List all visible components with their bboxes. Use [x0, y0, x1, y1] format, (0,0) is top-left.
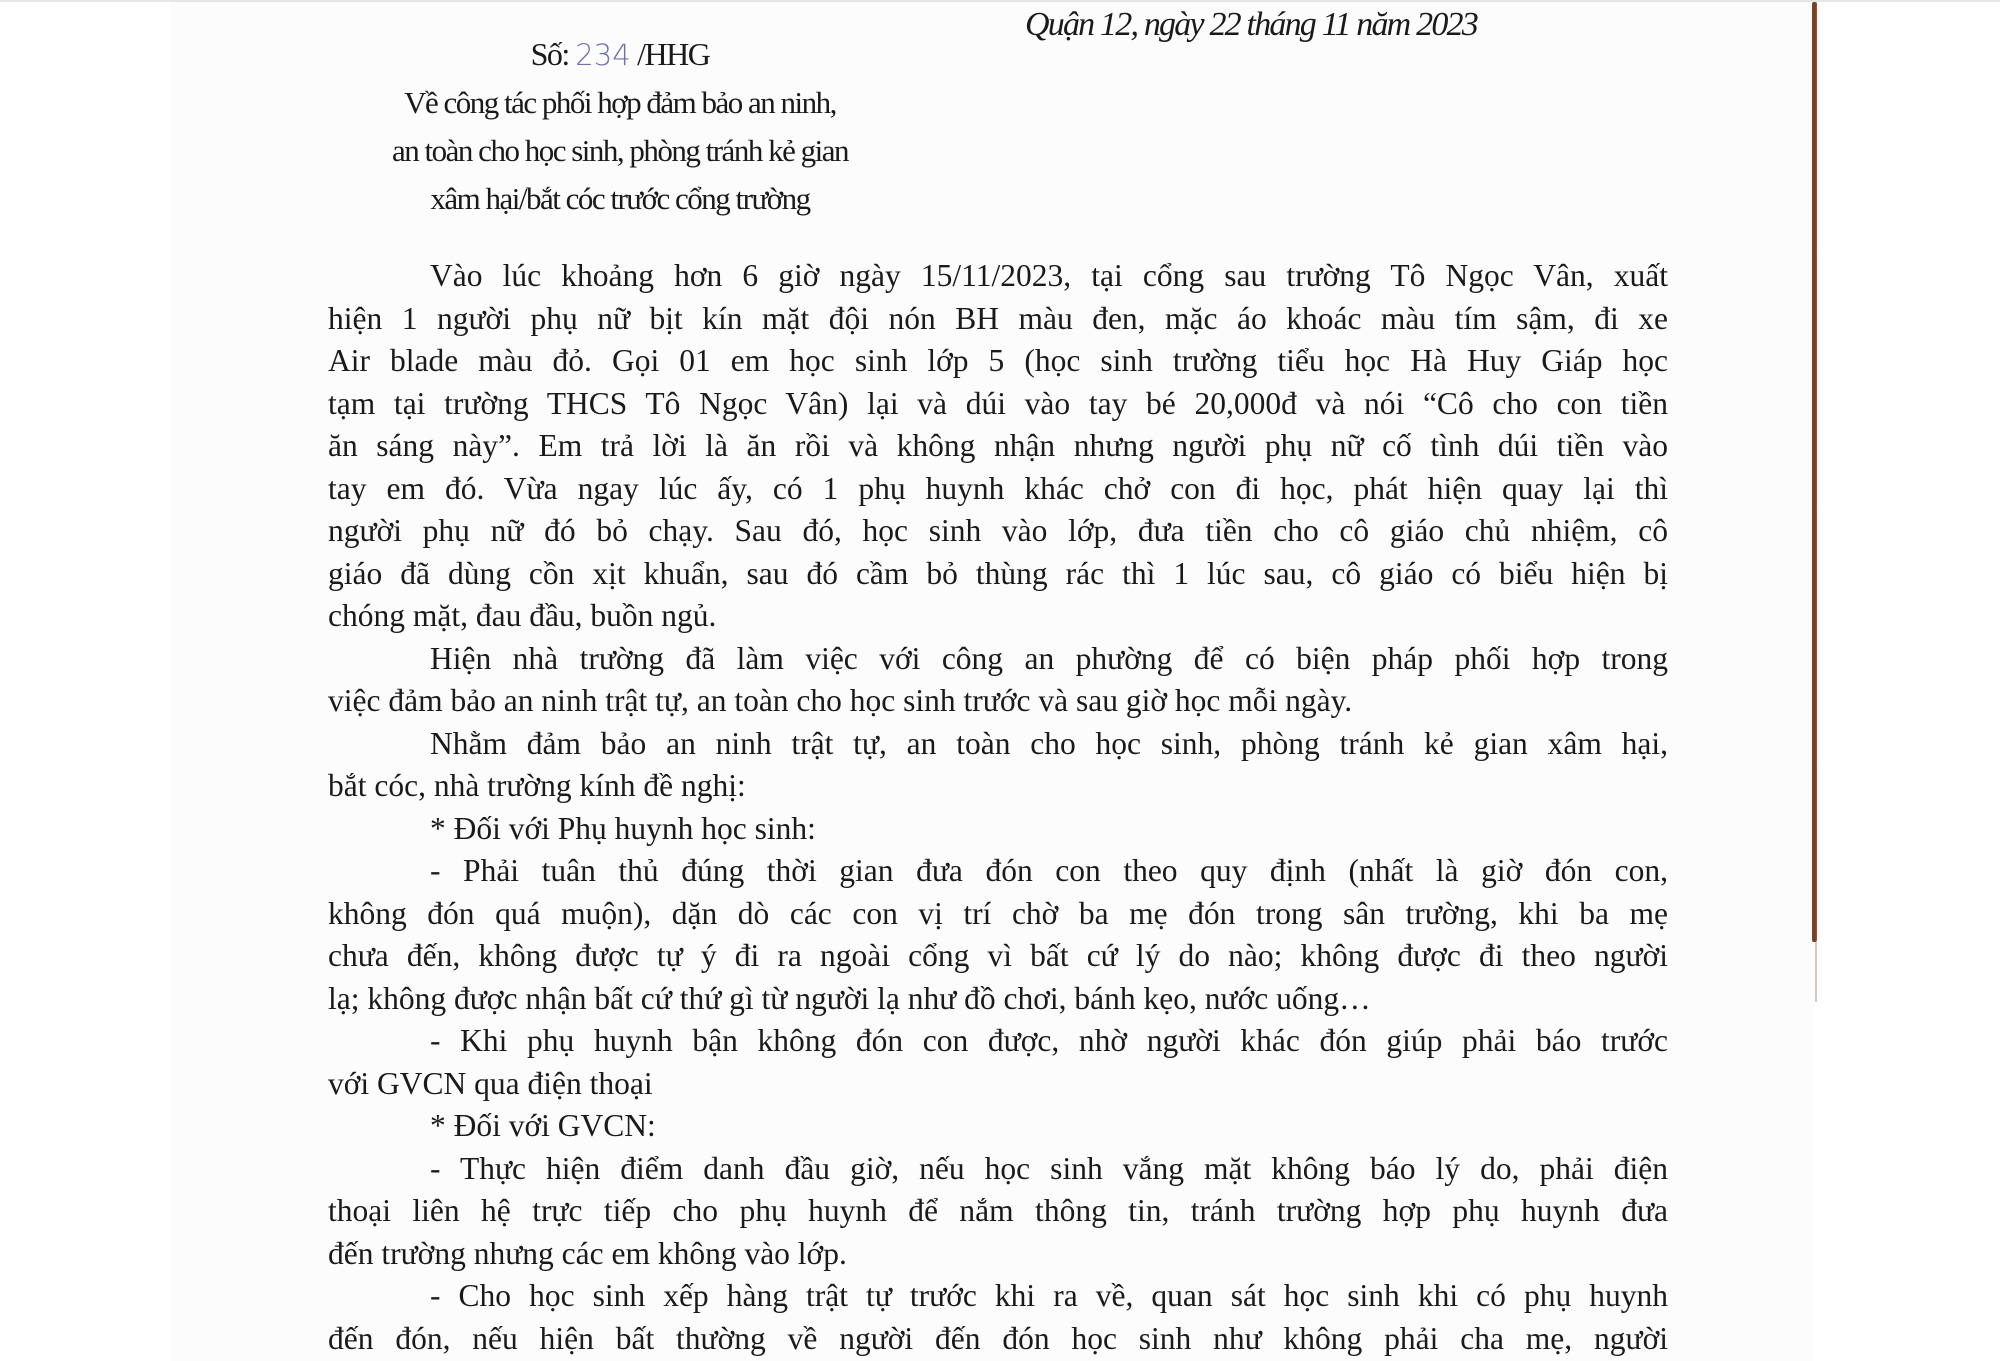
body-line: việc đảm bảo an ninh trật tự, an toàn cho học sinh trước và sau giờ học mỗi ngày.: [328, 683, 1353, 718]
body-line: đến đón, nếu hiện bất thường về người đến đón học sinh như không phải cha mẹ, người: [328, 1320, 1668, 1356]
body-line: hiện 1 người phụ nữ bịt kín mặt đội nón BH màu đen, mặc áo khoác màu tím sậm, đi xe: [328, 300, 1668, 336]
body-line: bắt cóc, nhà trường kính đề nghị:: [328, 768, 746, 803]
subject-line: an toàn cho học sinh, phòng tránh kẻ gian: [392, 133, 848, 168]
page-edge-shadow-faint: [1815, 942, 1817, 1002]
page-edge-shadow: [1812, 2, 1817, 942]
document-number: [360, 30, 880, 79]
number-suffix: /HHG: [630, 36, 710, 72]
body-line: Hiện nhà trường đã làm việc với công an phường để có biện pháp phối hợp trong: [430, 640, 1668, 676]
body-line: không đón quá muộn), dặn dò các con vị trí chờ ba mẹ đón trong sân trường, khi ba mẹ: [328, 895, 1668, 931]
body-line: - Cho học sinh xếp hàng trật tự trước khi ra về, quan sát học sinh khi có phụ huynh: [430, 1278, 1668, 1313]
body-line: tạm tại trường THCS Tô Ngọc Vân) lại và dúi vào tay bé 20,000đ và nói “Cô cho con tiền: [328, 385, 1668, 421]
body-line: ăn sáng này”. Em trả lời là ăn rồi và không nhận nhưng người phụ nữ cố tình dúi tiền vào: [328, 428, 1668, 463]
handwritten-number: 234: [575, 38, 631, 72]
body-line: - Thực hiện điểm danh đầu giờ, nếu học sinh vắng mặt không báo lý do, phải điện: [430, 1150, 1668, 1186]
body-line: thoại liên hệ trực tiếp cho phụ huynh để nắm thông tin, tránh trường hợp phụ huynh đưa: [328, 1193, 1668, 1228]
place-date: Quận 12, ngày 22 tháng 11 năm 2023: [1025, 6, 1477, 43]
body-line: Vào lúc khoảng hơn 6 giờ ngày 15/11/2023, tại cổng sau trường Tô Ngọc Vân, xuất: [430, 258, 1668, 293]
body-line: lạ; không được nhận bất cứ thứ gì từ người lạ như đồ chơi, bánh kẹo, nước uống…: [328, 980, 1371, 1016]
subject-line: Về công tác phối hợp đảm bảo an ninh,: [404, 85, 836, 120]
body-line: người phụ nữ đó bỏ chạy. Sau đó, học sinh vào lớp, đưa tiền cho cô giáo chủ nhiệm, cô: [328, 513, 1668, 548]
body-line: Nhằm đảm bảo an ninh trật tự, an toàn cho học sinh, phòng tránh kẻ gian xâm hại,: [430, 725, 1668, 761]
document-body: [328, 255, 1668, 1360]
body-line: * Đối với GVCN:: [430, 1108, 656, 1143]
body-line: đến trường nhưng các em không vào lớp.: [328, 1235, 847, 1271]
subject-line: xâm hại/bắt cóc trước cổng trường: [430, 181, 810, 216]
body-line: tay em đó. Vừa ngay lúc ấy, có 1 phụ huynh khác chở con đi học, phát hiện quay lại thì: [328, 470, 1668, 506]
body-line: - Khi phụ huynh bận không đón con được, nhờ người khác đón giúp phải báo trước: [430, 1023, 1668, 1058]
number-prefix: Số:: [530, 36, 576, 72]
body-line: giáo đã dùng cồn xịt khuẩn, sau đó cầm bỏ thùng rác thì 1 lúc sau, cô giáo có biểu hiện bị: [328, 555, 1668, 591]
document-header: [360, 30, 880, 223]
body-line: chóng mặt, đau đầu, buồn ngủ.: [328, 598, 717, 633]
body-line: - Phải tuân thủ đúng thời gian đưa đón con theo quy định (nhất là giờ đón con,: [430, 853, 1668, 888]
body-line: * Đối với Phụ huynh học sinh:: [430, 810, 816, 846]
body-line: chưa đến, không được tự ý đi ra ngoài cổng vì bất cứ lý do nào; không được đi theo người: [328, 938, 1668, 973]
body-line: Air blade màu đỏ. Gọi 01 em học sinh lớp 5 (học sinh trường tiểu học Hà Huy Giáp học: [328, 343, 1668, 378]
body-line: với GVCN qua điện thoại: [328, 1065, 653, 1101]
